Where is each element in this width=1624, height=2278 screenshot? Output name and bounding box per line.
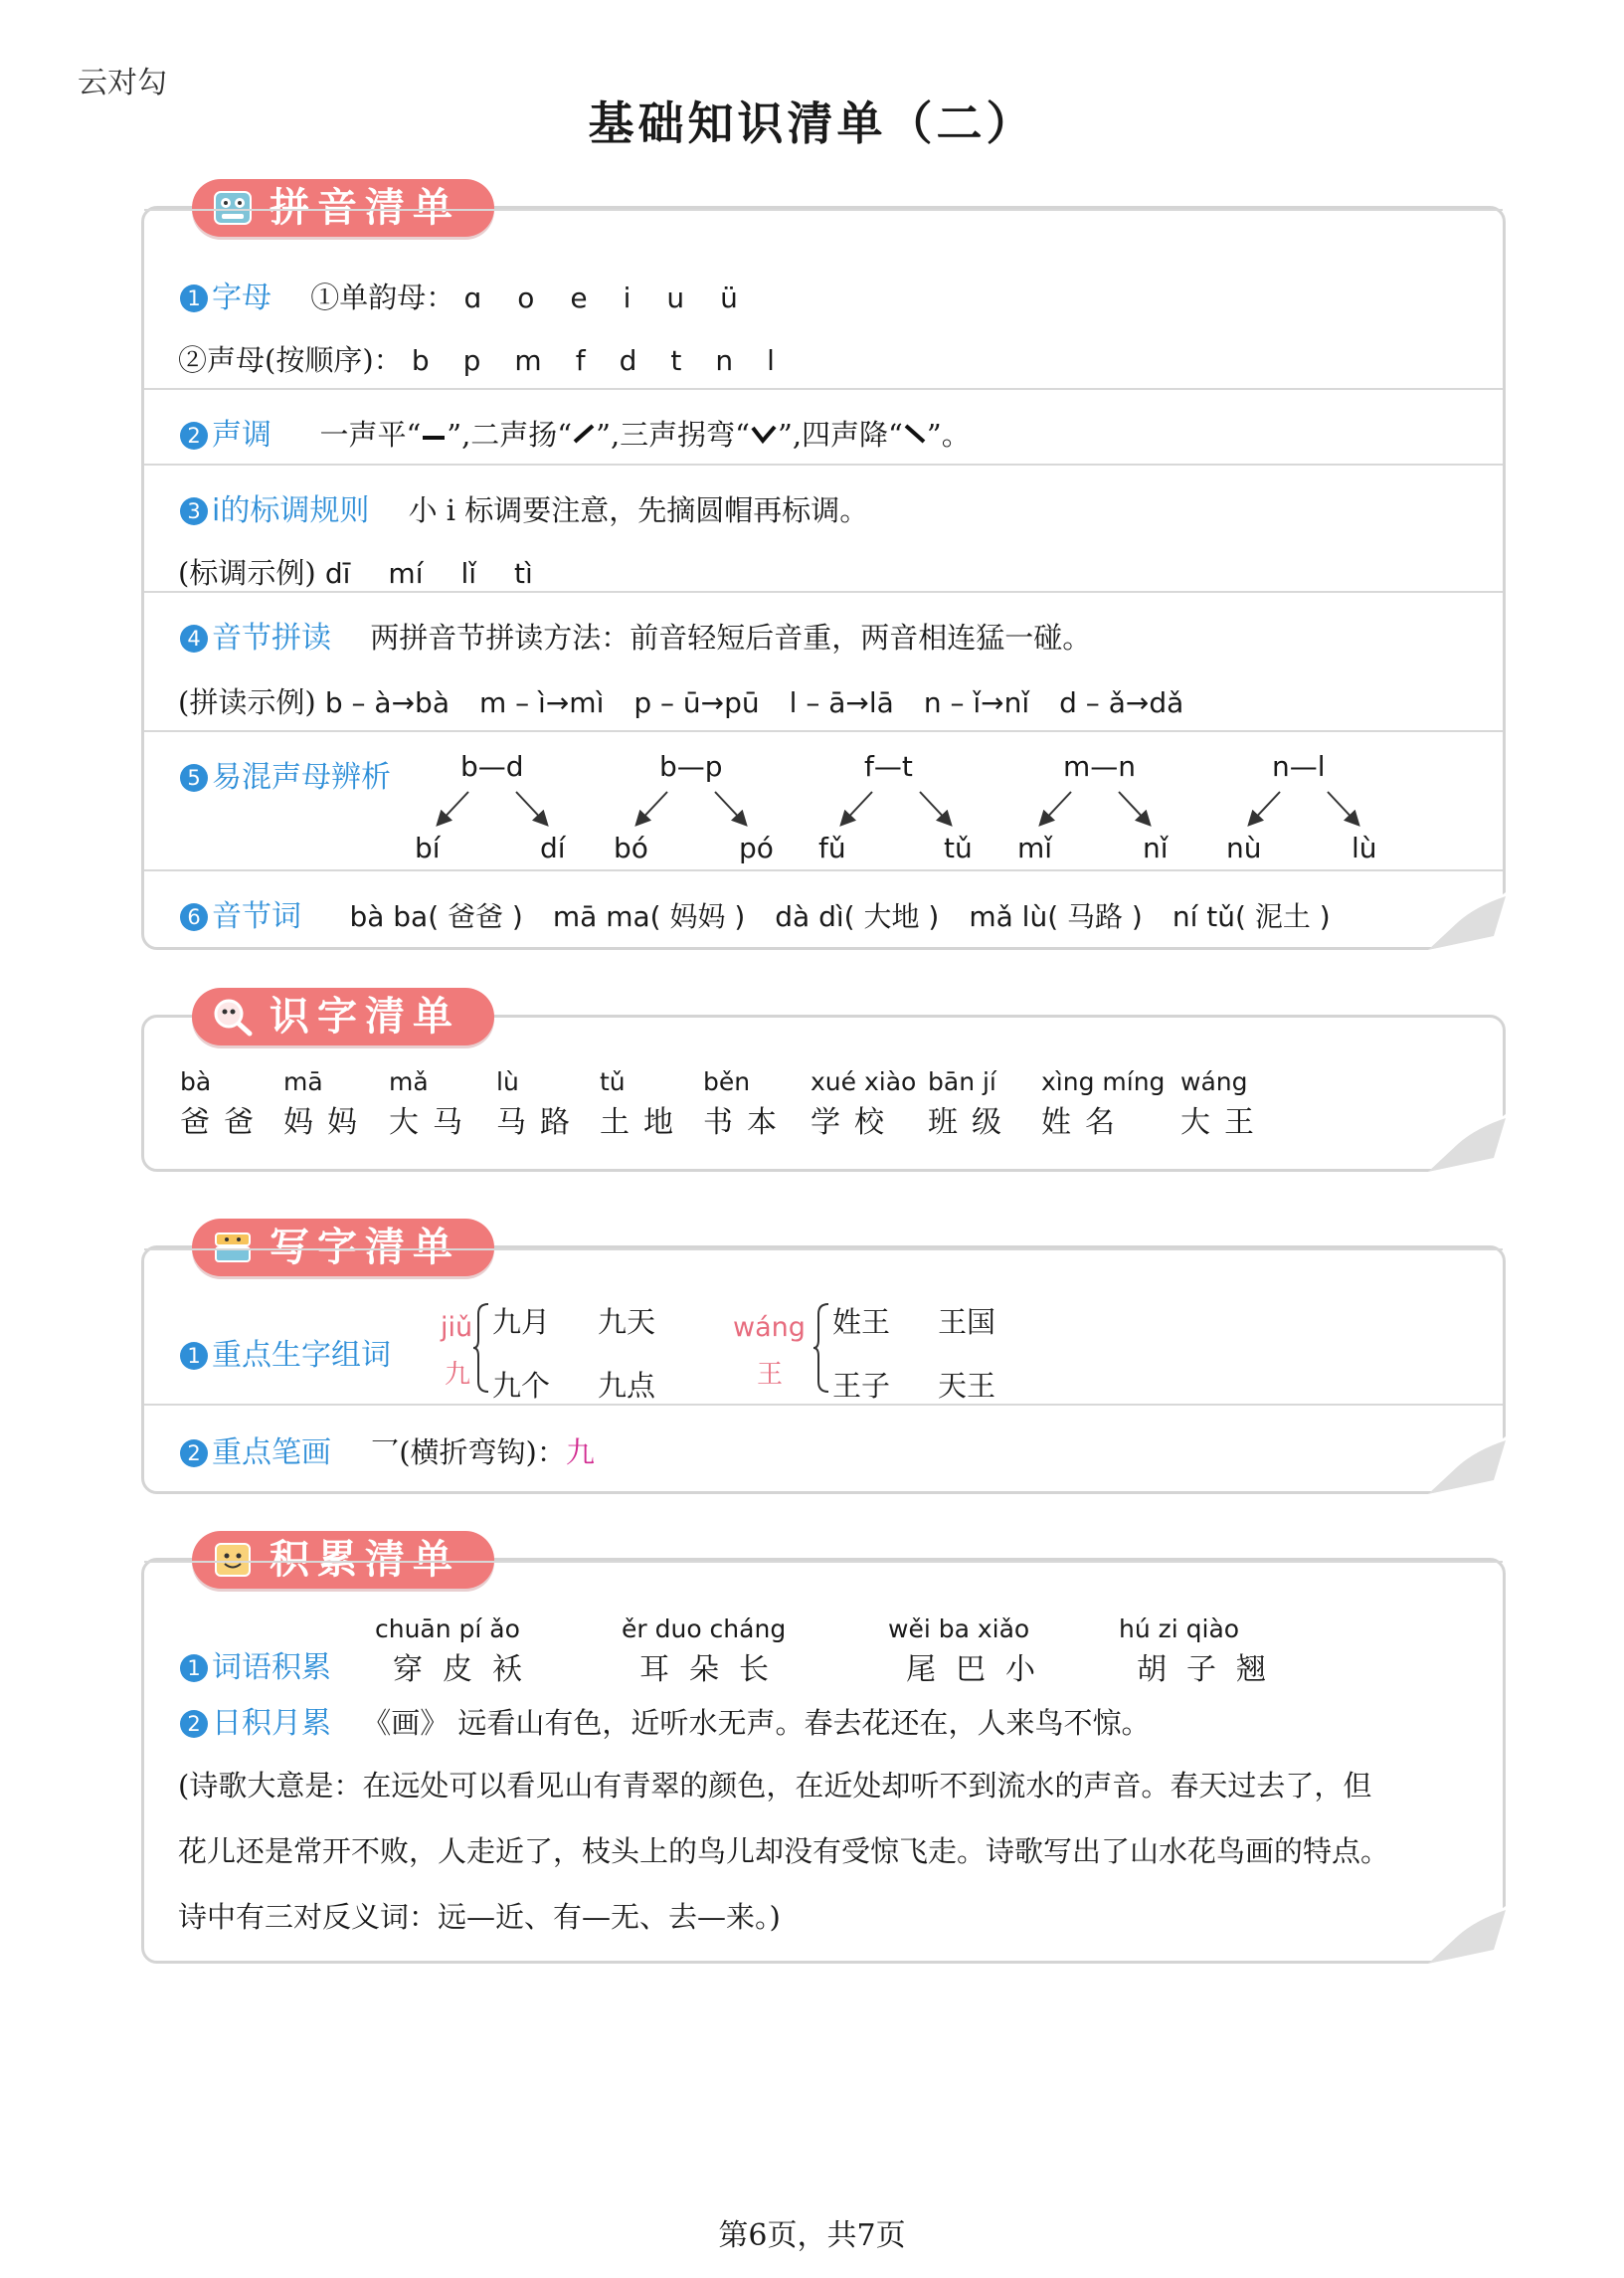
vowel-list	[463, 282, 773, 314]
syllable-word: mǎ lù( 马路 )	[969, 900, 1143, 933]
strokes-line	[180, 1427, 595, 1471]
jilei-sec-words	[144, 1561, 1503, 1687]
shizi-word	[389, 1067, 476, 1141]
branch-arrows-icon	[1015, 788, 1194, 838]
pinyin-sec-confusing	[144, 730, 1503, 869]
word-pinyin: běn	[703, 1067, 751, 1096]
vowel-letter: i	[623, 282, 632, 314]
note-line-1: (诗歌大意是：在远处可以看见山有青翠的颜色，在近处却听不到流水的声音。春天过去了，但	[178, 1769, 1372, 1803]
word-accumulate-label-line	[180, 1642, 331, 1686]
syllable-words-line	[180, 891, 1360, 935]
syllable-word-list	[349, 900, 1359, 933]
shizi-tag-label: 识字清单	[270, 994, 460, 1040]
tone-text-2: ”,二声扬“	[447, 418, 573, 452]
jilei-sec-daily	[144, 1684, 1503, 1963]
pinyin-sec-spelling	[144, 591, 1503, 730]
page-title: 基础知识清单（二）	[588, 96, 1036, 150]
stroke-char: 九	[565, 1435, 595, 1469]
pair-top: n—l	[1272, 750, 1326, 783]
magnifier-icon	[212, 997, 254, 1037]
shizi-word	[600, 1067, 687, 1141]
page-footer: 第6页，共7页	[718, 2218, 906, 2253]
vowel-letter: o	[517, 282, 535, 314]
pinyin-tag-label: 拼音清单	[270, 185, 460, 231]
pair-left: fǔ	[818, 832, 846, 864]
confusing-pair	[1224, 750, 1403, 869]
xiezi-sec-words	[144, 1248, 1503, 1404]
letters-line1	[180, 273, 774, 316]
tone-text-5: ”。	[926, 418, 971, 452]
word-hanzi: 学校	[811, 1105, 898, 1140]
note-line-2: 花儿还是常开不败，人走近了，枝头上的鸟儿却没有受惊飞走。诗歌写出了山水花鸟画的特点。	[178, 1834, 1390, 1868]
word-hanzi: 妈妈	[283, 1105, 371, 1140]
consonants-prefix: ②声母(按顺序)：	[178, 343, 403, 377]
section-label: 声调	[212, 418, 271, 453]
xiezi-tag-label: 写字清单	[270, 1225, 460, 1270]
confusing-label-line	[180, 752, 391, 796]
num-badge: 5	[180, 764, 208, 792]
stroke-text: 乛(横折弯钩)：	[370, 1435, 566, 1469]
pair-right: tǔ	[944, 832, 973, 864]
branch-arrows-icon	[1224, 788, 1403, 838]
word-pinyin: chuān pí ǎo	[375, 1614, 520, 1643]
page-fold-icon	[1428, 1906, 1506, 1964]
section-label: 重点笔画	[212, 1435, 331, 1470]
shizi-card	[141, 994, 1506, 1172]
word-pinyin: mǎ	[389, 1067, 429, 1096]
i-example-line	[178, 551, 571, 592]
vowel-letter: e	[570, 282, 588, 314]
group2-word-3: 王子	[832, 1369, 891, 1403]
note-line-3: 诗中有三对反义词：远—近、有—无、去—来。)	[178, 1900, 781, 1934]
spelling-example: l – ā→lā	[789, 686, 894, 719]
vowels-prefix: ①单韵母：	[310, 281, 455, 314]
example-prefix: (标调示例)	[178, 556, 316, 590]
word-hanzi: 姓名	[1041, 1105, 1129, 1140]
pinyin-card	[141, 185, 1506, 950]
i-example: tì	[514, 557, 533, 590]
group1-pinyin: jiǔ	[441, 1312, 473, 1343]
consonant-letter: l	[767, 344, 775, 377]
num-badge: 1	[180, 285, 208, 312]
word-pinyin: wáng	[1180, 1067, 1248, 1096]
spelling-rule-text: 两拼音节拼读方法：前音轻短后音重，两音相连猛一碰。	[370, 621, 1092, 655]
shizi-word	[1041, 1067, 1165, 1141]
brace-icon	[472, 1300, 490, 1396]
section-label: 日积月累	[212, 1706, 331, 1741]
confusing-pair	[816, 750, 995, 869]
syllable-word: mā ma( 妈妈 )	[552, 900, 746, 933]
branch-arrows-icon	[413, 788, 592, 838]
confusing-pair	[413, 750, 592, 869]
section-label: 字母	[212, 281, 271, 315]
word-hanzi: 耳朵长	[639, 1652, 789, 1687]
section-label: 音节词	[212, 899, 301, 934]
section-label: 词语积累	[212, 1650, 331, 1685]
pinyin-sec-syllable-words	[144, 869, 1503, 953]
brace-icon	[812, 1300, 830, 1396]
word-hanzi: 大马	[389, 1105, 476, 1140]
i-example: dī	[324, 557, 351, 590]
shizi-word	[180, 1067, 268, 1141]
group1-word-1: 九月	[492, 1305, 551, 1339]
spelling-example: n – ǐ→nǐ	[923, 686, 1030, 719]
consonant-letter: b	[411, 344, 430, 377]
pair-top: m—n	[1063, 750, 1137, 783]
word-hanzi: 尾巴小	[906, 1652, 1055, 1687]
word-pinyin: hú zi qiào	[1119, 1614, 1240, 1643]
i-example: mí	[388, 557, 424, 590]
spelling-rule-line	[180, 613, 1091, 657]
word-hanzi: 穿皮袄	[393, 1652, 542, 1687]
xiezi-sec-strokes	[144, 1404, 1503, 1491]
branch-arrows-icon	[612, 788, 791, 838]
num-badge: 1	[180, 1342, 208, 1370]
word-pinyin: wěi ba xiǎo	[888, 1614, 1030, 1643]
group1-word-4: 九点	[598, 1369, 656, 1403]
i-example-list	[325, 557, 571, 590]
pair-top: f—t	[864, 750, 913, 783]
word-pinyin: lù	[496, 1067, 519, 1096]
section-label: 易混声母辨析	[212, 760, 391, 795]
brand-logo-text: 云对勾	[78, 66, 167, 100]
shizi-word	[928, 1067, 1015, 1141]
i-rule-line	[180, 485, 868, 529]
word-pinyin: xué xiào	[811, 1067, 917, 1096]
i-example: lǐ	[460, 557, 477, 590]
xiezi-card	[141, 1225, 1506, 1494]
pinyin-sec-letters	[144, 209, 1503, 388]
consonant-letter: f	[575, 344, 586, 377]
confusing-pair	[612, 750, 791, 869]
shizi-tag	[192, 988, 494, 1045]
confusing-pair	[1015, 750, 1194, 869]
word-hanzi: 班级	[928, 1105, 1015, 1140]
section-label: 音节拼读	[212, 621, 331, 656]
tone-text-1: 一声平“	[319, 418, 422, 452]
section-label: i的标调规则	[212, 493, 370, 528]
jilei-word	[1119, 1614, 1286, 1688]
word-pinyin: ěr duo cháng	[622, 1614, 787, 1643]
group2-word-2: 王国	[938, 1305, 996, 1339]
consonant-letter: p	[462, 344, 481, 377]
group2-char: 王	[757, 1360, 784, 1390]
syllable-word: dà dì( 大地 )	[775, 900, 940, 933]
word-pinyin: tǔ	[600, 1067, 626, 1096]
jilei-card	[141, 1537, 1506, 1964]
pinyin-sec-i-rule	[144, 464, 1503, 591]
word-pinyin: bà	[180, 1067, 212, 1096]
num-badge: 6	[180, 903, 208, 931]
pair-left: bí	[415, 832, 441, 864]
tone-text-3: ”,三声拐弯“	[596, 418, 751, 452]
pair-top: b—d	[460, 750, 524, 783]
section-label: 重点生字组词	[212, 1338, 391, 1373]
consonant-letter: d	[619, 344, 637, 377]
page-fold-icon	[1428, 1114, 1506, 1172]
pair-left: nù	[1226, 832, 1262, 864]
jilei-tag-label: 积累清单	[270, 1537, 460, 1583]
num-badge: 1	[180, 1654, 208, 1682]
jilei-word	[375, 1614, 542, 1688]
shizi-word	[811, 1067, 916, 1141]
word-hanzi: 土地	[600, 1105, 687, 1140]
num-badge: 4	[180, 625, 208, 653]
word-pinyin: bān jí	[928, 1067, 996, 1096]
page-fold-icon	[1428, 1436, 1506, 1494]
num-badge: 3	[180, 497, 208, 525]
letters-line2	[178, 338, 809, 379]
group1-char: 九	[445, 1360, 471, 1390]
group2-pinyin: wáng	[733, 1312, 806, 1343]
pair-top: b—p	[659, 750, 723, 783]
word-pinyin: xìng míng	[1041, 1067, 1166, 1096]
spelling-example-line	[178, 680, 1213, 721]
key-chars-label-line	[180, 1330, 391, 1374]
consonant-letter: t	[670, 344, 682, 377]
pair-right: lù	[1352, 832, 1377, 864]
branch-arrows-icon	[816, 788, 995, 838]
shizi-word	[703, 1067, 791, 1141]
spelling-example: m – ì→mì	[478, 686, 605, 719]
i-rule-text: 小 i 标调要注意，先摘圆帽再标调。	[408, 493, 869, 527]
pair-left: bó	[614, 832, 648, 864]
pinyin-sec-tones	[144, 388, 1503, 464]
word-hanzi: 马路	[496, 1105, 584, 1140]
syllable-word: ní tǔ( 泥土 )	[1172, 900, 1331, 933]
jilei-word	[622, 1614, 789, 1688]
tone1-mark-icon	[421, 431, 447, 445]
poem-line	[180, 1698, 1150, 1742]
tone2-mark-icon	[572, 423, 596, 445]
num-badge: 2	[180, 1439, 208, 1467]
shizi-word	[496, 1067, 584, 1141]
syllable-word: bà ba( 爸爸 )	[349, 900, 523, 933]
tone4-mark-icon	[903, 423, 927, 445]
page-fold-icon	[1428, 892, 1506, 950]
num-badge: 2	[180, 422, 208, 450]
poem-text: 《画》 远看山有色，近听水无声。春去花还在，人来鸟不惊。	[362, 1706, 1151, 1740]
vowel-letter: ü	[720, 282, 738, 314]
group2-word-4: 天王	[938, 1369, 996, 1403]
tone3-mark-icon	[750, 423, 778, 445]
word-hanzi: 爸爸	[180, 1105, 268, 1140]
word-hanzi: 胡子翘	[1137, 1652, 1286, 1687]
group1-word-3: 九个	[492, 1369, 551, 1403]
consonant-list	[412, 344, 809, 377]
spelling-example-list	[325, 686, 1213, 719]
tone-text-4: ”,四声降“	[778, 418, 903, 452]
pair-left: mǐ	[1017, 832, 1053, 864]
consonant-letter: m	[514, 344, 542, 377]
num-badge: 2	[180, 1710, 208, 1738]
group2-word-1: 姓王	[832, 1305, 891, 1339]
vowel-letter: u	[666, 282, 685, 314]
shizi-word	[283, 1067, 371, 1141]
example-prefix: (拼读示例)	[178, 685, 316, 719]
word-hanzi: 书本	[703, 1105, 791, 1140]
pair-right: nǐ	[1143, 832, 1169, 864]
word-pinyin: mā	[283, 1067, 323, 1096]
group1-word-2: 九天	[598, 1305, 656, 1339]
pair-right: pó	[739, 832, 774, 864]
shizi-word	[1180, 1067, 1268, 1141]
word-hanzi: 大王	[1180, 1105, 1268, 1140]
spelling-example: b – à→bà	[324, 686, 450, 719]
vowel-letter: ɑ	[463, 282, 482, 314]
tones-line	[180, 410, 971, 454]
spelling-example: d – ǎ→dǎ	[1059, 686, 1184, 719]
consonant-letter: n	[715, 344, 734, 377]
spelling-example: p – ū→pū	[633, 686, 760, 719]
jilei-word	[888, 1614, 1055, 1688]
pair-right: dí	[540, 832, 566, 864]
